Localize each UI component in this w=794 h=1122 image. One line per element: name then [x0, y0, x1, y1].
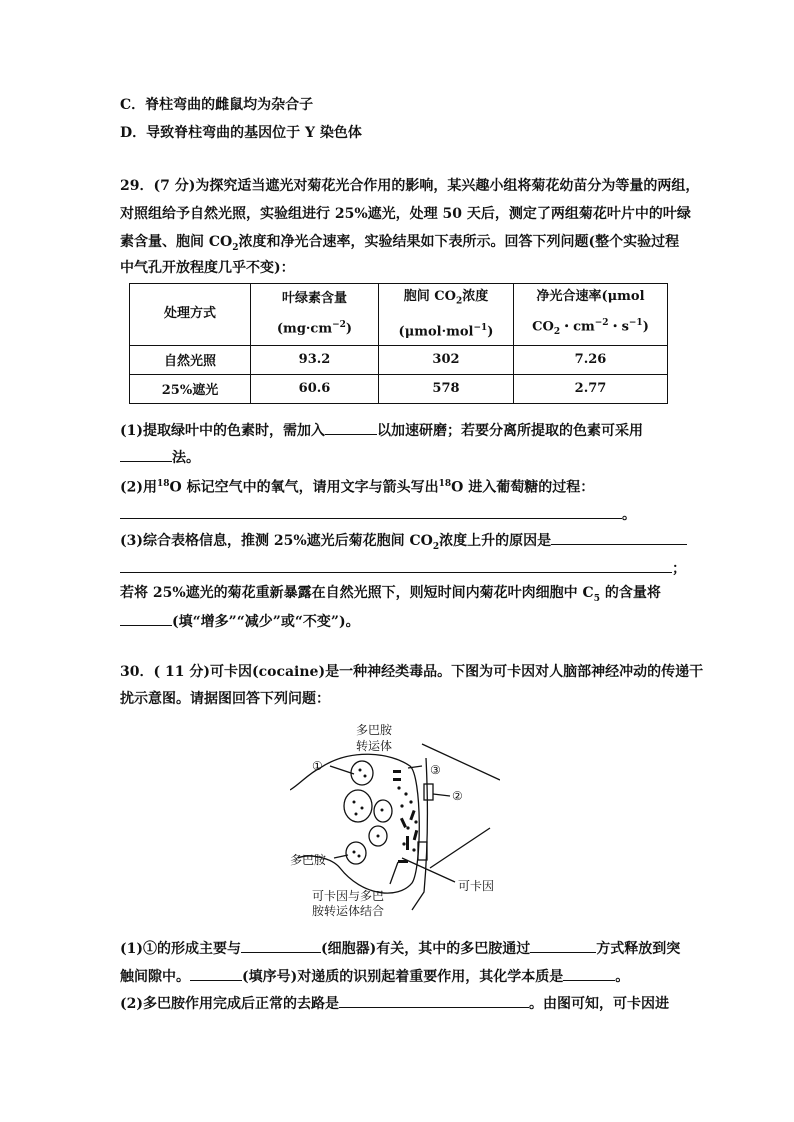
answer-blank[interactable]	[530, 938, 596, 953]
label-1: ①	[312, 759, 323, 773]
answer-blank[interactable]	[551, 530, 687, 545]
option-d: D．导致脊柱弯曲的基因位于 Y 染色体	[120, 125, 362, 141]
header-rate-unit-c: ・s	[608, 319, 629, 335]
q30-part2-line1	[120, 993, 669, 1013]
table-row	[130, 345, 668, 374]
label-2: ②	[452, 789, 463, 803]
q29-part2-line1: (2)用$^{18}$O 标记空气中的氧气，请用文字与箭头写出$^{18}$O 进入葡萄糖的过程：	[120, 479, 595, 496]
cell-chlorophyll: 93.2	[251, 345, 379, 374]
transporter	[393, 778, 401, 781]
cocaine-molecule	[409, 810, 415, 820]
synaptic-vesicle	[344, 790, 372, 822]
q29-p1b: 以加速研磨；若要分离所提取的色素可采用	[377, 423, 643, 439]
dopamine-dot	[377, 835, 380, 838]
q29-stem3b: 浓度和净光合速率，实验结果如下表所示。回答下列问题(整个实验过程	[238, 234, 680, 250]
q29-p2a: (2)用	[120, 479, 157, 496]
q30-stem-line1: 30．( 11 分)可卡因(cocaine)是一种神经类毒品。下图为可卡因对人脑部神经冲动的传递干	[120, 664, 704, 680]
leader-line	[433, 794, 450, 796]
answer-blank[interactable]	[120, 611, 172, 626]
header-co2: 胞间 $CO_2$浓度 (μmol·mol$^{-1}$)	[379, 284, 514, 346]
dopamine-dot	[359, 769, 362, 772]
q29-part3-line1: (3)综合表格信息，推测 25%遮光后菊花胞间 $CO_2$浓度上升的原因是	[120, 530, 687, 556]
header-chlorophyll-unit: (mg·cm	[276, 321, 333, 337]
q29-part3-line4	[120, 611, 360, 631]
dopamine-dot	[364, 775, 367, 778]
synapse-diagram	[290, 718, 500, 918]
leader-line	[330, 766, 354, 774]
q30-p1b: (细胞器)有关，其中的多巴胺通过	[321, 941, 531, 957]
answer-blank[interactable]	[241, 938, 321, 953]
label-dopamine: 多巴胺	[290, 853, 327, 867]
cell-label: 自然光照	[130, 345, 251, 374]
cell-label: 25%遮光	[130, 374, 251, 403]
label-binding-2: 胺转运体结合	[312, 904, 385, 918]
q29-p2c: O 进入葡萄糖的过程：	[451, 479, 595, 496]
header-co2-unit: (μmol·mol	[398, 323, 474, 339]
leader-line	[390, 862, 398, 884]
answer-blank[interactable]	[120, 558, 672, 573]
q30-p2a: (2)多巴胺作用完成后正常的去路是	[120, 996, 339, 1012]
q30-part1-line1	[120, 938, 680, 958]
q29-stem-line2: 对照组给予自然光照，实验组进行 25%遮光，处理 50 天后，测定了两组菊花叶片中的叶绿	[120, 206, 691, 222]
dopamine-dot	[355, 813, 358, 816]
label-3: ③	[430, 763, 441, 777]
dopamine-dot	[361, 807, 364, 810]
cocaine-molecule	[400, 818, 407, 828]
header-rate-title: 净光合速率(μmol	[536, 289, 645, 304]
transporter	[393, 770, 401, 773]
presynaptic-membrane	[290, 754, 419, 893]
dopamine-dot	[412, 848, 415, 851]
q30-p1c: 方式释放到突	[596, 941, 681, 957]
dopamine-dot	[400, 804, 403, 807]
q29-part3-line3: 若将 25%遮光的菊花重新暴露在自然光照下，则短时间内菊花叶肉细胞中 $C_5$ 的含量将	[120, 585, 661, 604]
header-chlorophyll: 叶绿素含量 $(mg\cdot cm^{-2})$	[251, 284, 379, 346]
dopamine-dot	[381, 809, 384, 812]
answer-blank[interactable]	[339, 993, 529, 1008]
dopamine-dot	[353, 851, 356, 854]
synaptic-vesicle	[351, 761, 373, 785]
cell-rate: 7.26	[514, 345, 668, 374]
q29-part1-line2	[120, 447, 200, 467]
q29-stem3a: 素含量、胞间 CO	[120, 234, 233, 250]
q29-stem-line3: 素含量、胞间 $CO_2$浓度和净光合速率，实验结果如下表所示。回答下列问题(整个实验过程	[120, 234, 680, 253]
dopamine-dot	[402, 842, 405, 845]
label-binding-1: 可卡因与多巴	[312, 889, 385, 903]
header-co2-title-a: 胞间 CO	[403, 289, 456, 304]
header-co2-title-b: 浓度	[462, 289, 489, 304]
q29-p2b: O 标记空气中的氧气，请用文字与箭头写出	[169, 479, 439, 496]
q29-part1-line1	[120, 420, 643, 440]
synaptic-vesicle	[346, 842, 366, 864]
cocaine-molecule	[413, 830, 418, 840]
q30-p1e: (填序号)对递质的识别起着重要作用，其化学本质是	[242, 969, 564, 985]
header-rate-unit-b: ・cm	[560, 319, 595, 335]
header-treatment: 处理方式	[130, 284, 251, 346]
cell-chlorophyll: 60.6	[251, 374, 379, 403]
q29-p3a: (3)综合表格信息，推测 25%遮光后菊花胞间 CO	[120, 533, 433, 549]
cell-co2: 578	[379, 374, 514, 403]
label-transporter-2: 转运体	[356, 739, 393, 753]
dopamine-dot	[414, 820, 417, 823]
cell-rate: 2.77	[514, 374, 668, 403]
q30-stem-line2: 扰示意图。请据图回答下列问题：	[120, 691, 330, 707]
header-rate: 净光合速率(μmol $CO_2$・$cm^{-2}$・$s^{-1}$)	[514, 284, 668, 346]
q29-p1c: 法。	[172, 450, 200, 466]
postsynaptic-dendrite-bottom	[430, 828, 490, 868]
dopamine-dot	[358, 855, 361, 858]
q30-p1d: 触间隙中。	[120, 969, 190, 985]
q30-part1-line2	[120, 966, 629, 986]
dopamine-dot	[353, 801, 356, 804]
receptor	[424, 784, 433, 800]
answer-blank[interactable]	[120, 504, 622, 519]
label-cocaine: 可卡因	[458, 879, 495, 893]
header-rate-unit-a: CO	[532, 319, 554, 335]
q29-p3end: ；	[672, 561, 686, 577]
q29-p3c: 若将 25%遮光的菊花重新暴露在自然光照下，则短时间内菊花叶肉细胞中 C	[120, 585, 594, 601]
option-c: C．脊柱弯曲的雌鼠均为杂合子	[120, 97, 314, 113]
q29-stem-line4: 中气孔开放程度几乎不变)：	[120, 260, 295, 276]
table-header-row	[130, 284, 668, 346]
results-table	[129, 283, 668, 404]
answer-blank[interactable]	[325, 420, 377, 435]
q29-part3-line2	[120, 558, 686, 578]
q30-p1a: (1)①的形成主要与	[120, 941, 241, 957]
answer-blank[interactable]	[563, 966, 615, 981]
q30-p1f: 。	[615, 969, 630, 985]
answer-blank[interactable]	[120, 447, 172, 462]
leader-line	[402, 858, 455, 882]
answer-blank[interactable]	[190, 966, 242, 981]
q29-stem-line1: 29．(7 分)为探究适当遮光对菊花光合作用的影响，某兴趣小组将菊花幼苗分为等量的两组，	[120, 178, 700, 194]
dopamine-dot	[406, 826, 409, 829]
q29-p3d: 的含量将	[604, 585, 661, 601]
q30-p2b: 。由图可知，可卡因进	[529, 996, 669, 1012]
transporter	[398, 860, 408, 863]
header-chlorophyll-title: 叶绿素含量	[281, 291, 347, 307]
q29-p2end: 。	[622, 507, 636, 523]
q29-p3b: 浓度上升的原因是	[439, 533, 552, 549]
dopamine-dot	[397, 786, 400, 789]
cell-co2: 302	[379, 345, 514, 374]
q29-p1a: (1)提取绿叶中的色素时，需加入	[120, 423, 325, 439]
q29-part2-line2	[120, 504, 636, 524]
dopamine-dot	[409, 800, 412, 803]
table-row	[130, 374, 668, 403]
dopamine-dot	[404, 792, 407, 795]
transporter	[406, 836, 409, 850]
q29-p3e: (填“增多”“减少”或“不变”)。	[172, 614, 360, 630]
label-transporter-1: 多巴胺	[356, 723, 393, 737]
